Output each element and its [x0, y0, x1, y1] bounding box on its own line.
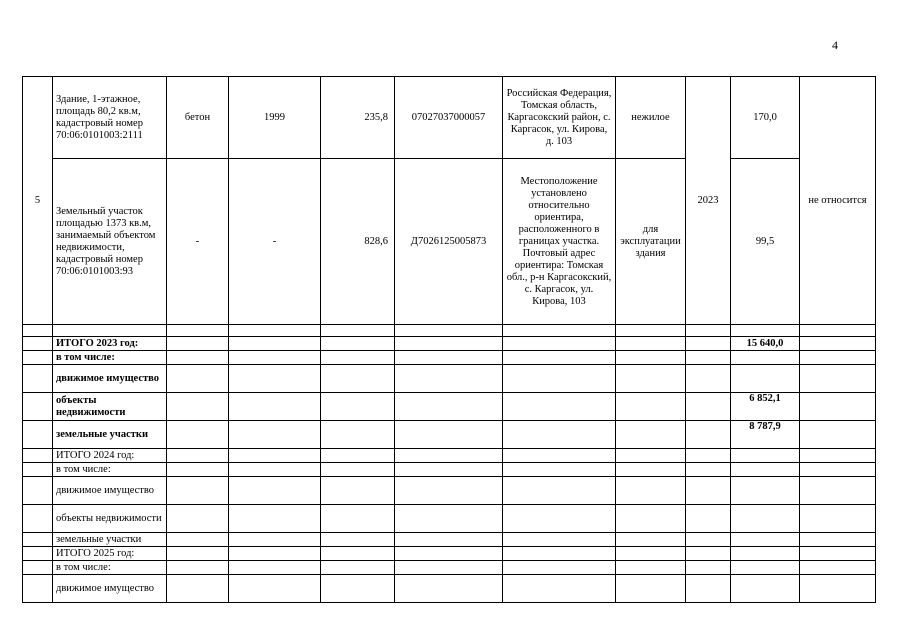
summary-row	[23, 561, 876, 575]
table-row-land	[23, 159, 876, 325]
summary-value	[731, 561, 800, 575]
building-year-cell: 1999	[229, 77, 321, 159]
summary-label: земельные участки	[53, 421, 167, 449]
land-material-cell: -	[167, 159, 229, 325]
summary-label: земельные участки	[53, 533, 167, 547]
summary-value	[731, 351, 800, 365]
summary-value	[731, 365, 800, 393]
building-amount-cell: 170,0	[731, 77, 800, 159]
summary-value: 6 852,1	[731, 393, 800, 421]
page-number: 4	[832, 38, 838, 52]
summary-row	[23, 533, 876, 547]
summary-label: движимое имущество	[53, 365, 167, 393]
summary-row	[23, 463, 876, 477]
table-row-building	[23, 77, 876, 159]
summary-value	[731, 449, 800, 463]
summary-label: движимое имущество	[53, 575, 167, 603]
summary-label: ИТОГО 2025 год:	[53, 547, 167, 561]
table-row-spacer	[23, 325, 876, 337]
summary-value	[731, 477, 800, 505]
summary-row	[23, 505, 876, 533]
summary-label: ИТОГО 2023 год:	[53, 337, 167, 351]
land-amount-cell: 99,5	[731, 159, 800, 325]
land-value-cell: 828,6	[321, 159, 395, 325]
summary-label: объекты недвижимости	[53, 505, 167, 533]
summary-label: движимое имущество	[53, 477, 167, 505]
land-address-cell: Местоположение установлено относительно ориентира, расположенного в границах участка. Почтовый адрес ориентира: Томская обл., р-н Каргасокский, с. Каргасок, ул. Кирова, 103	[503, 159, 616, 325]
summary-value	[731, 575, 800, 603]
summary-value: 15 640,0	[731, 337, 800, 351]
summary-label: в том числе:	[53, 561, 167, 575]
building-value-cell: 235,8	[321, 77, 395, 159]
building-address-cell: Российская Федерация, Томская область, Каргасокский район, с. Каргасок, ул. Кирова, д. 103	[503, 77, 616, 159]
summary-row	[23, 351, 876, 365]
building-name-cell: Здание, 1-этажное, площадь 80,2 кв.м, кадастровый номер 70:06:0101003:2111	[53, 77, 167, 159]
summary-value	[731, 463, 800, 477]
land-inventory-cell: Д7026125005873	[395, 159, 503, 325]
land-name-cell: Земельный участок площадью 1373 кв.м, занимаемый объектом недвижимости, кадастровый номер 70:06:0101003:93	[53, 159, 167, 325]
summary-row	[23, 547, 876, 561]
summary-label: ИТОГО 2024 год:	[53, 449, 167, 463]
summary-label: в том числе:	[53, 463, 167, 477]
summary-row	[23, 477, 876, 505]
plan-year-cell: 2023	[686, 77, 731, 325]
summary-label: объекты недвижимости	[53, 393, 167, 421]
summary-row	[23, 365, 876, 393]
summary-value	[731, 533, 800, 547]
summary-row	[23, 575, 876, 603]
row-number-cell: 5	[23, 77, 53, 325]
summary-row	[23, 393, 876, 421]
summary-value	[731, 547, 800, 561]
land-year-cell: -	[229, 159, 321, 325]
summary-row	[23, 421, 876, 449]
land-purpose-cell: для эксплуатации здания	[616, 159, 686, 325]
summary-value	[731, 505, 800, 533]
property-table	[22, 76, 876, 603]
summary-label: в том числе:	[53, 351, 167, 365]
summary-value: 8 787,9	[731, 421, 800, 449]
building-inventory-cell: 07027037000057	[395, 77, 503, 159]
building-material-cell: бетон	[167, 77, 229, 159]
summary-row	[23, 449, 876, 463]
summary-row	[23, 337, 876, 351]
category-cell: не относится	[800, 77, 876, 325]
building-purpose-cell: нежилое	[616, 77, 686, 159]
